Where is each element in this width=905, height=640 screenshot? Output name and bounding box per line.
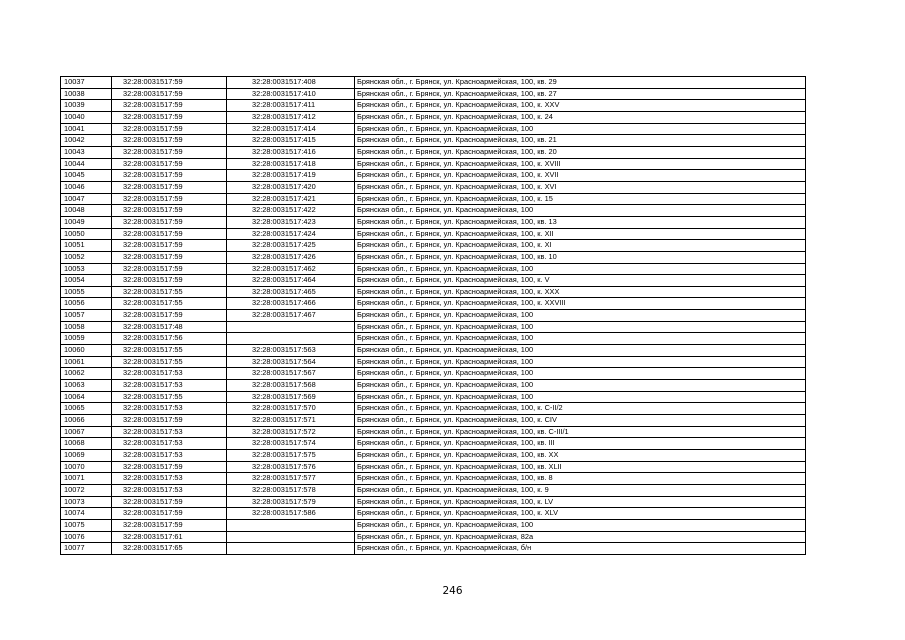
address-cell: Брянская обл., г. Брянск, ул. Красноармейская, 100, кв. 21 [355, 135, 806, 147]
address-cell: Брянская обл., г. Брянск, ул. Красноармейская, 100, к. XVI [355, 181, 806, 193]
address-cell: Брянская обл., г. Брянск, ул. Красноармейская, 100 [355, 123, 806, 135]
parcel-cadastral-number-cell: 32:28:0031517:59 [112, 193, 227, 205]
table-row [61, 415, 806, 427]
object-cadastral-number-cell: 32:28:0031517:570 [227, 403, 355, 415]
address-cell: Брянская обл., г. Брянск, ул. Красноармейская, 100, к. XII [355, 228, 806, 240]
object-cadastral-number-cell [227, 519, 355, 531]
address-cell: Брянская обл., г. Брянск, ул. Красноармейская, 100 [355, 321, 806, 333]
object-cadastral-number-cell: 32:28:0031517:577 [227, 473, 355, 485]
address-cell: Брянская обл., г. Брянск, ул. Красноармейская, 100, кв. 13 [355, 216, 806, 228]
row-number-cell: 10043 [61, 146, 112, 158]
address-cell: Брянская обл., г. Брянск, ул. Красноармейская, 100, к. V [355, 275, 806, 287]
table-row [61, 426, 806, 438]
object-cadastral-number-cell: 32:28:0031517:412 [227, 111, 355, 123]
address-cell: Брянская обл., г. Брянск, ул. Красноармейская, 100, к. С-II/2 [355, 403, 806, 415]
parcel-cadastral-number-cell: 32:28:0031517:61 [112, 531, 227, 543]
row-number-cell: 10059 [61, 333, 112, 345]
row-number-cell: 10072 [61, 484, 112, 496]
object-cadastral-number-cell: 32:28:0031517:586 [227, 508, 355, 520]
row-number-cell: 10062 [61, 368, 112, 380]
parcel-cadastral-number-cell: 32:28:0031517:59 [112, 123, 227, 135]
address-cell: Брянская обл., г. Брянск, ул. Красноармейская, 100, к. 9 [355, 484, 806, 496]
object-cadastral-number-cell: 32:28:0031517:571 [227, 415, 355, 427]
parcel-cadastral-number-cell: 32:28:0031517:55 [112, 298, 227, 310]
row-number-cell: 10052 [61, 251, 112, 263]
table-row [61, 391, 806, 403]
table-row [61, 473, 806, 485]
table-row [61, 158, 806, 170]
parcel-cadastral-number-cell: 32:28:0031517:59 [112, 158, 227, 170]
row-number-cell: 10038 [61, 88, 112, 100]
object-cadastral-number-cell: 32:28:0031517:575 [227, 450, 355, 462]
object-cadastral-number-cell: 32:28:0031517:465 [227, 286, 355, 298]
address-cell: Брянская обл., г. Брянск, ул. Красноармейская, 100, к. XVII [355, 170, 806, 182]
address-cell: Брянская обл., г. Брянск, ул. Красноармейская, 100, к. CIV [355, 415, 806, 427]
parcel-cadastral-number-cell: 32:28:0031517:59 [112, 251, 227, 263]
object-cadastral-number-cell: 32:28:0031517:579 [227, 496, 355, 508]
parcel-cadastral-number-cell: 32:28:0031517:53 [112, 438, 227, 450]
object-cadastral-number-cell: 32:28:0031517:564 [227, 356, 355, 368]
object-cadastral-number-cell: 32:28:0031517:567 [227, 368, 355, 380]
address-cell: Брянская обл., г. Брянск, ул. Красноармейская, 100 [355, 345, 806, 357]
row-number-cell: 10057 [61, 310, 112, 322]
object-cadastral-number-cell: 32:28:0031517:420 [227, 181, 355, 193]
row-number-cell: 10051 [61, 240, 112, 252]
row-number-cell: 10071 [61, 473, 112, 485]
table-row [61, 193, 806, 205]
parcel-cadastral-number-cell: 32:28:0031517:59 [112, 216, 227, 228]
row-number-cell: 10037 [61, 77, 112, 89]
table-row [61, 251, 806, 263]
row-number-cell: 10073 [61, 496, 112, 508]
parcel-cadastral-number-cell: 32:28:0031517:55 [112, 286, 227, 298]
parcel-cadastral-number-cell: 32:28:0031517:53 [112, 426, 227, 438]
parcel-cadastral-number-cell: 32:28:0031517:48 [112, 321, 227, 333]
table-row [61, 170, 806, 182]
address-cell: Брянская обл., г. Брянск, ул. Красноармейская, 100 [355, 333, 806, 345]
address-cell: Брянская обл., г. Брянск, ул. Красноармейская, 100, кв. XLII [355, 461, 806, 473]
row-number-cell: 10067 [61, 426, 112, 438]
table-row [61, 298, 806, 310]
address-cell: Брянская обл., г. Брянск, ул. Красноармейская, 100, к. XVIII [355, 158, 806, 170]
address-cell: Брянская обл., г. Брянск, ул. Красноармейская, 100, кв. 8 [355, 473, 806, 485]
object-cadastral-number-cell: 32:28:0031517:418 [227, 158, 355, 170]
row-number-cell: 10044 [61, 158, 112, 170]
parcel-cadastral-number-cell: 32:28:0031517:59 [112, 275, 227, 287]
parcel-cadastral-number-cell: 32:28:0031517:59 [112, 100, 227, 112]
object-cadastral-number-cell: 32:28:0031517:578 [227, 484, 355, 496]
parcel-cadastral-number-cell: 32:28:0031517:59 [112, 263, 227, 275]
object-cadastral-number-cell: 32:28:0031517:422 [227, 205, 355, 217]
address-cell: Брянская обл., г. Брянск, ул. Красноармейская, б/н [355, 543, 806, 555]
row-number-cell: 10075 [61, 519, 112, 531]
table-row [61, 519, 806, 531]
table-row [61, 543, 806, 555]
object-cadastral-number-cell: 32:28:0031517:415 [227, 135, 355, 147]
parcel-cadastral-number-cell: 32:28:0031517:59 [112, 310, 227, 322]
parcel-cadastral-number-cell: 32:28:0031517:53 [112, 380, 227, 392]
object-cadastral-number-cell: 32:28:0031517:410 [227, 88, 355, 100]
parcel-cadastral-number-cell: 32:28:0031517:56 [112, 333, 227, 345]
row-number-cell: 10068 [61, 438, 112, 450]
object-cadastral-number-cell [227, 531, 355, 543]
address-cell: Брянская обл., г. Брянск, ул. Красноармейская, 100 [355, 356, 806, 368]
object-cadastral-number-cell: 32:28:0031517:416 [227, 146, 355, 158]
cadastral-table [60, 76, 806, 555]
table-row [61, 333, 806, 345]
row-number-cell: 10045 [61, 170, 112, 182]
parcel-cadastral-number-cell: 32:28:0031517:59 [112, 181, 227, 193]
table-row [61, 205, 806, 217]
object-cadastral-number-cell: 32:28:0031517:408 [227, 77, 355, 89]
object-cadastral-number-cell [227, 321, 355, 333]
object-cadastral-number-cell: 32:28:0031517:411 [227, 100, 355, 112]
object-cadastral-number-cell: 32:28:0031517:464 [227, 275, 355, 287]
table-row [61, 88, 806, 100]
parcel-cadastral-number-cell: 32:28:0031517:53 [112, 368, 227, 380]
parcel-cadastral-number-cell: 32:28:0031517:59 [112, 496, 227, 508]
parcel-cadastral-number-cell: 32:28:0031517:59 [112, 111, 227, 123]
address-cell: Брянская обл., г. Брянск, ул. Красноармейская, 100, к. 15 [355, 193, 806, 205]
address-cell: Брянская обл., г. Брянск, ул. Красноармейская, 100, к. XXX [355, 286, 806, 298]
object-cadastral-number-cell [227, 333, 355, 345]
parcel-cadastral-number-cell: 32:28:0031517:59 [112, 461, 227, 473]
address-cell: Брянская обл., г. Брянск, ул. Красноармейская, 100, кв. XX [355, 450, 806, 462]
table-row [61, 484, 806, 496]
address-cell: Брянская обл., г. Брянск, ул. Красноармейская, 100 [355, 519, 806, 531]
row-number-cell: 10053 [61, 263, 112, 275]
address-cell: Брянская обл., г. Брянск, ул. Красноармейская, 100, кв. С-III/1 [355, 426, 806, 438]
parcel-cadastral-number-cell: 32:28:0031517:59 [112, 205, 227, 217]
address-cell: Брянская обл., г. Брянск, ул. Красноармейская, 100 [355, 380, 806, 392]
row-number-cell: 10042 [61, 135, 112, 147]
parcel-cadastral-number-cell: 32:28:0031517:59 [112, 88, 227, 100]
object-cadastral-number-cell: 32:28:0031517:421 [227, 193, 355, 205]
row-number-cell: 10039 [61, 100, 112, 112]
row-number-cell: 10040 [61, 111, 112, 123]
address-cell: Брянская обл., г. Брянск, ул. Красноармейская, 100, к. LV [355, 496, 806, 508]
table-row [61, 100, 806, 112]
row-number-cell: 10070 [61, 461, 112, 473]
row-number-cell: 10066 [61, 415, 112, 427]
address-cell: Брянская обл., г. Брянск, ул. Красноармейская, 100 [355, 205, 806, 217]
address-cell: Брянская обл., г. Брянск, ул. Красноармейская, 100, кв. 27 [355, 88, 806, 100]
table-row [61, 286, 806, 298]
object-cadastral-number-cell: 32:28:0031517:462 [227, 263, 355, 275]
parcel-cadastral-number-cell: 32:28:0031517:55 [112, 356, 227, 368]
address-cell: Брянская обл., г. Брянск, ул. Красноармейская, 100, кв. 10 [355, 251, 806, 263]
table-row [61, 77, 806, 89]
table-row [61, 111, 806, 123]
parcel-cadastral-number-cell: 32:28:0031517:59 [112, 146, 227, 158]
row-number-cell: 10056 [61, 298, 112, 310]
row-number-cell: 10077 [61, 543, 112, 555]
table-row [61, 403, 806, 415]
row-number-cell: 10055 [61, 286, 112, 298]
parcel-cadastral-number-cell: 32:28:0031517:53 [112, 403, 227, 415]
address-cell: Брянская обл., г. Брянск, ул. Красноармейская, 100, к. XXV [355, 100, 806, 112]
table-row [61, 146, 806, 158]
parcel-cadastral-number-cell: 32:28:0031517:59 [112, 170, 227, 182]
object-cadastral-number-cell: 32:28:0031517:569 [227, 391, 355, 403]
parcel-cadastral-number-cell: 32:28:0031517:65 [112, 543, 227, 555]
address-cell: Брянская обл., г. Брянск, ул. Красноармейская, 100, к. XXVIII [355, 298, 806, 310]
table-row [61, 321, 806, 333]
row-number-cell: 10074 [61, 508, 112, 520]
row-number-cell: 10061 [61, 356, 112, 368]
table-row [61, 216, 806, 228]
table-row [61, 135, 806, 147]
row-number-cell: 10064 [61, 391, 112, 403]
table-row [61, 275, 806, 287]
table-row [61, 228, 806, 240]
parcel-cadastral-number-cell: 32:28:0031517:53 [112, 484, 227, 496]
address-cell: Брянская обл., г. Брянск, ул. Красноармейская, 100 [355, 391, 806, 403]
row-number-cell: 10048 [61, 205, 112, 217]
object-cadastral-number-cell: 32:28:0031517:425 [227, 240, 355, 252]
object-cadastral-number-cell: 32:28:0031517:568 [227, 380, 355, 392]
row-number-cell: 10054 [61, 275, 112, 287]
address-cell: Брянская обл., г. Брянск, ул. Красноармейская, 100, кв. III [355, 438, 806, 450]
parcel-cadastral-number-cell: 32:28:0031517:55 [112, 345, 227, 357]
parcel-cadastral-number-cell: 32:28:0031517:59 [112, 135, 227, 147]
row-number-cell: 10046 [61, 181, 112, 193]
row-number-cell: 10076 [61, 531, 112, 543]
object-cadastral-number-cell: 32:28:0031517:466 [227, 298, 355, 310]
table-row [61, 263, 806, 275]
object-cadastral-number-cell: 32:28:0031517:572 [227, 426, 355, 438]
address-cell: Брянская обл., г. Брянск, ул. Красноармейская, 100, к. 24 [355, 111, 806, 123]
row-number-cell: 10065 [61, 403, 112, 415]
table-row [61, 380, 806, 392]
table-row [61, 181, 806, 193]
address-cell: Брянская обл., г. Брянск, ул. Красноармейская, 100, к. XI [355, 240, 806, 252]
address-cell: Брянская обл., г. Брянск, ул. Красноармейская, 100, кв. 29 [355, 77, 806, 89]
table-row [61, 368, 806, 380]
object-cadastral-number-cell: 32:28:0031517:576 [227, 461, 355, 473]
parcel-cadastral-number-cell: 32:28:0031517:55 [112, 391, 227, 403]
address-cell: Брянская обл., г. Брянск, ул. Красноармейская, 100 [355, 263, 806, 275]
table-row [61, 496, 806, 508]
row-number-cell: 10058 [61, 321, 112, 333]
parcel-cadastral-number-cell: 32:28:0031517:59 [112, 228, 227, 240]
parcel-cadastral-number-cell: 32:28:0031517:59 [112, 415, 227, 427]
parcel-cadastral-number-cell: 32:28:0031517:53 [112, 450, 227, 462]
table-row [61, 531, 806, 543]
table-row [61, 310, 806, 322]
address-cell: Брянская обл., г. Брянск, ул. Красноармейская, 100 [355, 368, 806, 380]
object-cadastral-number-cell: 32:28:0031517:574 [227, 438, 355, 450]
address-cell: Брянская обл., г. Брянск, ул. Красноармейская, 82а [355, 531, 806, 543]
table-row [61, 461, 806, 473]
object-cadastral-number-cell: 32:28:0031517:426 [227, 251, 355, 263]
row-number-cell: 10041 [61, 123, 112, 135]
object-cadastral-number-cell: 32:28:0031517:467 [227, 310, 355, 322]
table-row [61, 450, 806, 462]
table-row [61, 438, 806, 450]
parcel-cadastral-number-cell: 32:28:0031517:59 [112, 508, 227, 520]
row-number-cell: 10060 [61, 345, 112, 357]
table-row [61, 345, 806, 357]
object-cadastral-number-cell: 32:28:0031517:419 [227, 170, 355, 182]
row-number-cell: 10050 [61, 228, 112, 240]
address-cell: Брянская обл., г. Брянск, ул. Красноармейская, 100, кв. 20 [355, 146, 806, 158]
object-cadastral-number-cell: 32:28:0031517:424 [227, 228, 355, 240]
object-cadastral-number-cell: 32:28:0031517:414 [227, 123, 355, 135]
page-number: 246 [442, 585, 463, 597]
parcel-cadastral-number-cell: 32:28:0031517:59 [112, 519, 227, 531]
parcel-cadastral-number-cell: 32:28:0031517:59 [112, 77, 227, 89]
parcel-cadastral-number-cell: 32:28:0031517:53 [112, 473, 227, 485]
row-number-cell: 10063 [61, 380, 112, 392]
object-cadastral-number-cell [227, 543, 355, 555]
table-row [61, 508, 806, 520]
object-cadastral-number-cell: 32:28:0031517:423 [227, 216, 355, 228]
table-body [61, 77, 806, 555]
address-cell: Брянская обл., г. Брянск, ул. Красноармейская, 100 [355, 310, 806, 322]
row-number-cell: 10069 [61, 450, 112, 462]
address-cell: Брянская обл., г. Брянск, ул. Красноармейская, 100, к. XLV [355, 508, 806, 520]
row-number-cell: 10049 [61, 216, 112, 228]
table-row [61, 356, 806, 368]
object-cadastral-number-cell: 32:28:0031517:563 [227, 345, 355, 357]
row-number-cell: 10047 [61, 193, 112, 205]
parcel-cadastral-number-cell: 32:28:0031517:59 [112, 240, 227, 252]
table-row [61, 240, 806, 252]
table-row [61, 123, 806, 135]
